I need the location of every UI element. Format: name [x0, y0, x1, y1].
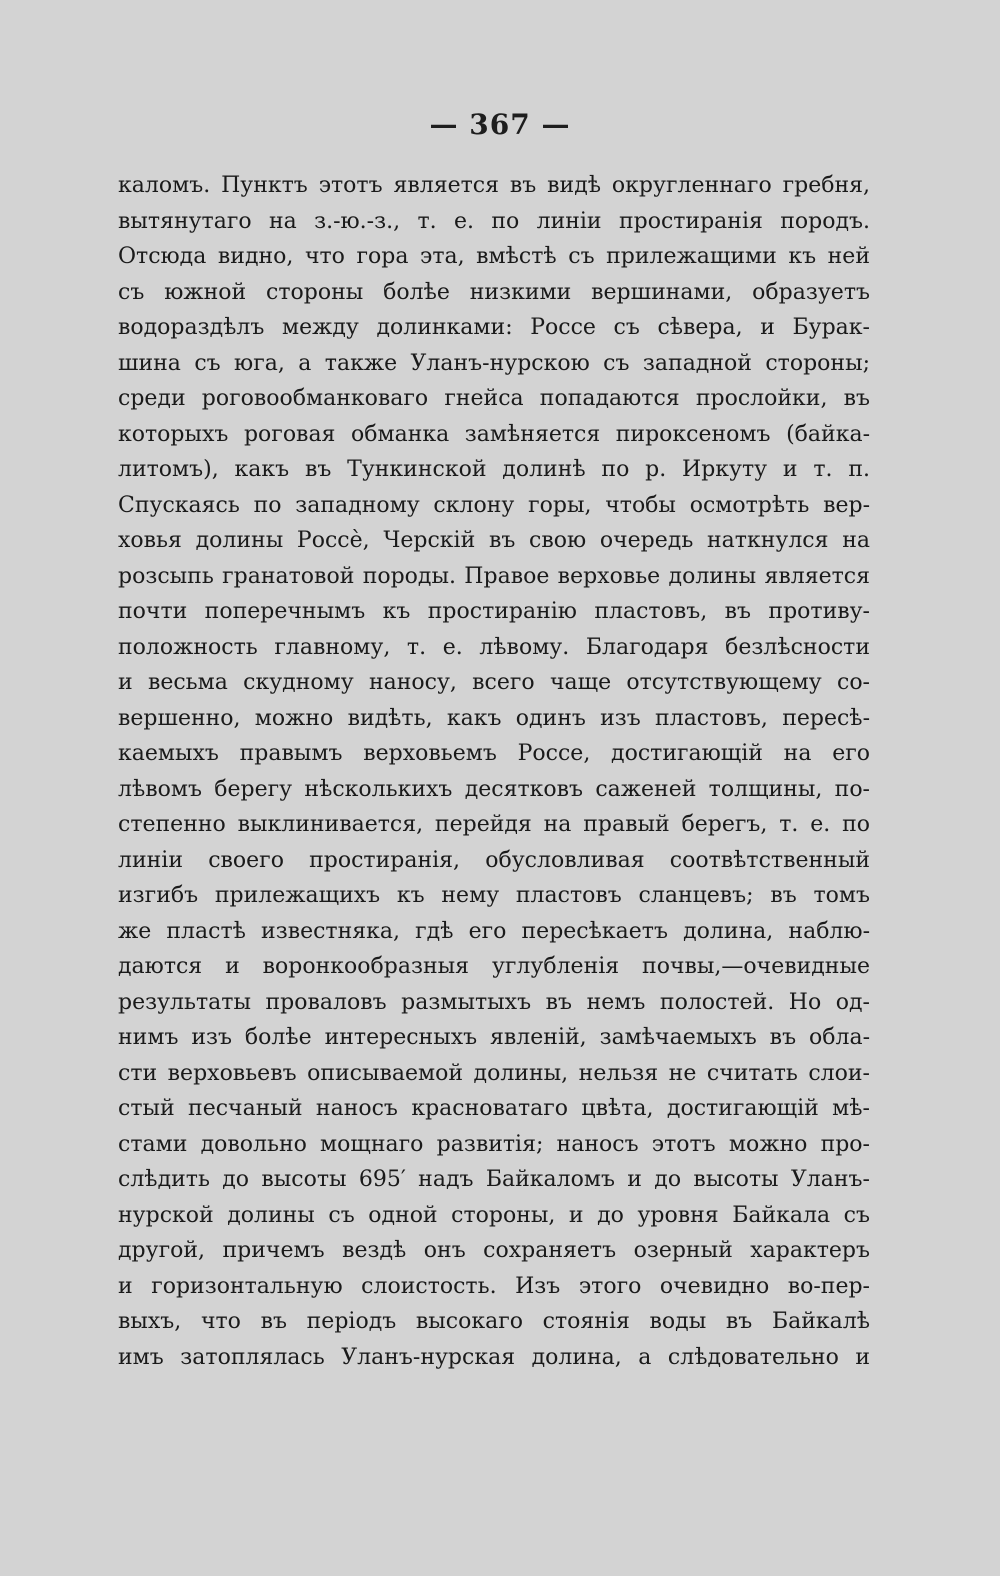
text-line: Отсюда видно, что гора эта, вмѣстѣ съ прилежащими къ ней: [118, 244, 870, 269]
text-line: результаты проваловъ размытыхъ въ немъ полостей. Но од-: [118, 989, 870, 1015]
body-text: [118, 168, 870, 1375]
text-line: шина съ юга, а также Уланъ-нурскою съ западной стороны;: [118, 350, 870, 376]
text-line: каломъ. Пунктъ этотъ является въ видѣ округленнаго гребня,: [118, 173, 870, 198]
text-line: литомъ), какъ въ Тункинской долинѣ по р. Иркуту и т. п.: [118, 457, 870, 482]
text-line: нимъ изъ болѣе интересныхъ явленій, замѣчаемыхъ въ обла-: [118, 1025, 870, 1050]
text-line: имъ затоплялась Уланъ-нурская долина, а слѣдовательно и: [118, 1344, 870, 1370]
text-line: и весьма скудному наносу, всего чаще отсутствующему со-: [118, 670, 870, 695]
text-line: стый песчаный наносъ красноватаго цвѣта, достигающій мѣ-: [118, 1096, 870, 1121]
text-line: выхъ, что въ періодъ высокаго стоянія воды въ Байкалѣ: [118, 1309, 870, 1334]
text-line: стами довольно мощнаго развитія; наносъ этотъ можно про-: [118, 1131, 870, 1157]
text-line: и горизонтальную слоистость. Изъ этого очевидно во-пер-: [118, 1273, 870, 1299]
text-line: среди роговообманковаго гнейса попадаются прослойки, въ: [118, 386, 870, 411]
text-line: степенно выклинивается, перейдя на правый берегъ, т. е. по: [118, 812, 870, 837]
page-number: — 367 —: [429, 108, 571, 141]
text-line: почти поперечнымъ къ простиранію пластовъ, въ противу-: [118, 599, 870, 624]
text-line: нурской долины съ одной стороны, и до уровня Байкала съ: [118, 1202, 870, 1228]
text-line: Спускаясь по западному склону горы, чтобы осмотрѣть вер-: [118, 492, 870, 518]
text-line: водораздѣлъ между долинками: Россе съ сѣвера, и Бурак-: [118, 315, 870, 340]
text-line: съ южной стороны болѣе низкими вершинами, образуетъ: [118, 279, 870, 305]
text-line: розсыпь гранатовой породы. Правое верховье долины является: [118, 563, 870, 589]
text-line: лѣвомъ берегу нѣсколькихъ десятковъ саженей толщины, по-: [118, 776, 870, 802]
text-line: даются и воронкообразныя углубленія почвы,—очевидные: [118, 954, 870, 979]
text-line: ховья долины Россѐ, Черскій въ свою очередь наткнулся на: [118, 528, 870, 553]
text-line: же пластѣ известняка, гдѣ его пересѣкаетъ долина, наблю-: [118, 918, 870, 944]
text-line: положность главному, т. е. лѣвому. Благодаря безлѣсности: [118, 634, 870, 660]
text-line: каемыхъ правымъ верховьемъ Россе, достигающій на его: [118, 741, 870, 766]
text-line: другой, причемъ вездѣ онъ сохраняетъ озерный характеръ: [118, 1238, 870, 1263]
text-line: вершенно, можно видѣть, какъ одинъ изъ пластовъ, пересѣ-: [118, 705, 870, 731]
text-line: вытянутаго на з.-ю.-з., т. е. по линіи простиранія породъ.: [118, 208, 870, 234]
text-line: сти верховьевъ описываемой долины, нельзя не считать слои-: [118, 1060, 870, 1086]
text-line: слѣдить до высоты 695′ надъ Байкаломъ и до высоты Уланъ-: [118, 1167, 870, 1192]
text-line: которыхъ роговая обманка замѣняется пироксеномъ (байка-: [118, 421, 870, 447]
text-line: линіи своего простиранія, обусловливая соотвѣтственный: [118, 847, 870, 873]
text-line: изгибъ прилежащихъ къ нему пластовъ сланцевъ; въ томъ: [118, 883, 870, 908]
